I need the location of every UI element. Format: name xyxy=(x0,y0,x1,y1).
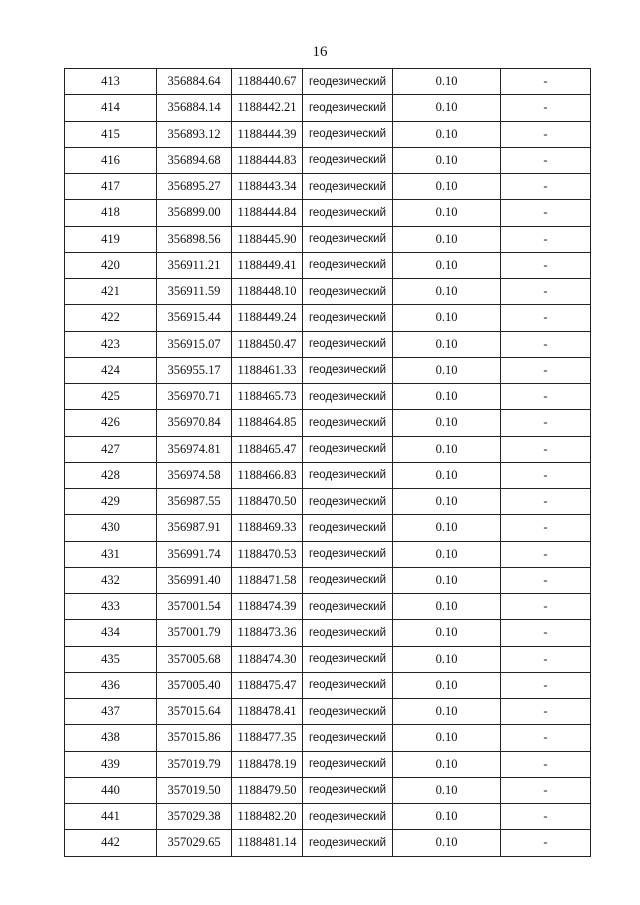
note-cell: - xyxy=(501,541,591,567)
x-coordinate-cell: 356987.55 xyxy=(157,489,232,515)
accuracy-cell: 0.10 xyxy=(393,147,501,173)
table-row xyxy=(65,226,591,252)
table-row xyxy=(65,777,591,803)
x-coordinate-cell: 357019.50 xyxy=(157,777,232,803)
point-number-cell: 439 xyxy=(65,751,157,777)
y-coordinate-cell: 1188482.20 xyxy=(232,804,303,830)
x-coordinate-cell: 357019.79 xyxy=(157,751,232,777)
accuracy-cell: 0.10 xyxy=(393,515,501,541)
accuracy-cell: 0.10 xyxy=(393,699,501,725)
y-coordinate-cell: 1188450.47 xyxy=(232,331,303,357)
y-coordinate-cell: 1188464.85 xyxy=(232,410,303,436)
x-coordinate-cell: 357001.54 xyxy=(157,594,232,620)
x-coordinate-cell: 356898.56 xyxy=(157,226,232,252)
x-coordinate-cell: 356970.71 xyxy=(157,384,232,410)
method-cell: геодезический xyxy=(303,226,393,252)
x-coordinate-cell: 356915.44 xyxy=(157,305,232,331)
y-coordinate-cell: 1188481.14 xyxy=(232,830,303,856)
x-coordinate-cell: 356895.27 xyxy=(157,174,232,200)
accuracy-cell: 0.10 xyxy=(393,331,501,357)
note-cell: - xyxy=(501,699,591,725)
table-body xyxy=(65,69,591,857)
table-row xyxy=(65,489,591,515)
note-cell: - xyxy=(501,174,591,200)
point-number-cell: 436 xyxy=(65,672,157,698)
coordinates-table xyxy=(64,68,591,857)
x-coordinate-cell: 356893.12 xyxy=(157,121,232,147)
point-number-cell: 434 xyxy=(65,620,157,646)
table-row xyxy=(65,725,591,751)
y-coordinate-cell: 1188478.19 xyxy=(232,751,303,777)
accuracy-cell: 0.10 xyxy=(393,620,501,646)
point-number-cell: 440 xyxy=(65,777,157,803)
y-coordinate-cell: 1188470.53 xyxy=(232,541,303,567)
note-cell: - xyxy=(501,357,591,383)
accuracy-cell: 0.10 xyxy=(393,357,501,383)
note-cell: - xyxy=(501,567,591,593)
accuracy-cell: 0.10 xyxy=(393,69,501,95)
note-cell: - xyxy=(501,804,591,830)
note-cell: - xyxy=(501,777,591,803)
x-coordinate-cell: 356915.07 xyxy=(157,331,232,357)
note-cell: - xyxy=(501,672,591,698)
method-cell: геодезический xyxy=(303,699,393,725)
x-coordinate-cell: 357005.40 xyxy=(157,672,232,698)
table-row xyxy=(65,541,591,567)
y-coordinate-cell: 1188471.58 xyxy=(232,567,303,593)
point-number-cell: 441 xyxy=(65,804,157,830)
point-number-cell: 426 xyxy=(65,410,157,436)
table-row xyxy=(65,121,591,147)
point-number-cell: 424 xyxy=(65,357,157,383)
method-cell: геодезический xyxy=(303,384,393,410)
x-coordinate-cell: 356911.59 xyxy=(157,279,232,305)
method-cell: геодезический xyxy=(303,541,393,567)
method-cell: геодезический xyxy=(303,620,393,646)
y-coordinate-cell: 1188478.41 xyxy=(232,699,303,725)
accuracy-cell: 0.10 xyxy=(393,725,501,751)
y-coordinate-cell: 1188474.30 xyxy=(232,646,303,672)
table-row xyxy=(65,69,591,95)
note-cell: - xyxy=(501,489,591,515)
y-coordinate-cell: 1188465.47 xyxy=(232,436,303,462)
table-row xyxy=(65,620,591,646)
table-row xyxy=(65,384,591,410)
note-cell: - xyxy=(501,436,591,462)
accuracy-cell: 0.10 xyxy=(393,121,501,147)
point-number-cell: 415 xyxy=(65,121,157,147)
method-cell: геодезический xyxy=(303,174,393,200)
y-coordinate-cell: 1188470.50 xyxy=(232,489,303,515)
accuracy-cell: 0.10 xyxy=(393,384,501,410)
method-cell: геодезический xyxy=(303,462,393,488)
note-cell: - xyxy=(501,751,591,777)
x-coordinate-cell: 356970.84 xyxy=(157,410,232,436)
table-row xyxy=(65,95,591,121)
table-row xyxy=(65,357,591,383)
accuracy-cell: 0.10 xyxy=(393,200,501,226)
method-cell: геодезический xyxy=(303,594,393,620)
x-coordinate-cell: 357029.38 xyxy=(157,804,232,830)
note-cell: - xyxy=(501,121,591,147)
point-number-cell: 431 xyxy=(65,541,157,567)
method-cell: геодезический xyxy=(303,200,393,226)
accuracy-cell: 0.10 xyxy=(393,804,501,830)
y-coordinate-cell: 1188449.41 xyxy=(232,252,303,278)
x-coordinate-cell: 356974.81 xyxy=(157,436,232,462)
method-cell: геодезический xyxy=(303,279,393,305)
point-number-cell: 423 xyxy=(65,331,157,357)
method-cell: геодезический xyxy=(303,515,393,541)
accuracy-cell: 0.10 xyxy=(393,541,501,567)
y-coordinate-cell: 1188461.33 xyxy=(232,357,303,383)
table-row xyxy=(65,174,591,200)
point-number-cell: 417 xyxy=(65,174,157,200)
accuracy-cell: 0.10 xyxy=(393,672,501,698)
y-coordinate-cell: 1188466.83 xyxy=(232,462,303,488)
table-row xyxy=(65,252,591,278)
accuracy-cell: 0.10 xyxy=(393,462,501,488)
method-cell: геодезический xyxy=(303,830,393,856)
point-number-cell: 419 xyxy=(65,226,157,252)
x-coordinate-cell: 356884.14 xyxy=(157,95,232,121)
x-coordinate-cell: 356894.68 xyxy=(157,147,232,173)
accuracy-cell: 0.10 xyxy=(393,410,501,436)
method-cell: геодезический xyxy=(303,357,393,383)
point-number-cell: 430 xyxy=(65,515,157,541)
accuracy-cell: 0.10 xyxy=(393,646,501,672)
point-number-cell: 425 xyxy=(65,384,157,410)
y-coordinate-cell: 1188443.34 xyxy=(232,174,303,200)
x-coordinate-cell: 356974.58 xyxy=(157,462,232,488)
x-coordinate-cell: 356899.00 xyxy=(157,200,232,226)
method-cell: геодезический xyxy=(303,777,393,803)
method-cell: геодезический xyxy=(303,95,393,121)
method-cell: геодезический xyxy=(303,646,393,672)
x-coordinate-cell: 356884.64 xyxy=(157,69,232,95)
y-coordinate-cell: 1188445.90 xyxy=(232,226,303,252)
note-cell: - xyxy=(501,725,591,751)
method-cell: геодезический xyxy=(303,69,393,95)
note-cell: - xyxy=(501,279,591,305)
accuracy-cell: 0.10 xyxy=(393,436,501,462)
table-row xyxy=(65,646,591,672)
method-cell: геодезический xyxy=(303,804,393,830)
note-cell: - xyxy=(501,594,591,620)
y-coordinate-cell: 1188469.33 xyxy=(232,515,303,541)
point-number-cell: 418 xyxy=(65,200,157,226)
point-number-cell: 438 xyxy=(65,725,157,751)
x-coordinate-cell: 357015.86 xyxy=(157,725,232,751)
y-coordinate-cell: 1188474.39 xyxy=(232,594,303,620)
note-cell: - xyxy=(501,384,591,410)
method-cell: геодезический xyxy=(303,672,393,698)
method-cell: геодезический xyxy=(303,436,393,462)
point-number-cell: 433 xyxy=(65,594,157,620)
point-number-cell: 414 xyxy=(65,95,157,121)
point-number-cell: 422 xyxy=(65,305,157,331)
table-row xyxy=(65,751,591,777)
note-cell: - xyxy=(501,331,591,357)
note-cell: - xyxy=(501,147,591,173)
y-coordinate-cell: 1188475.47 xyxy=(232,672,303,698)
note-cell: - xyxy=(501,462,591,488)
accuracy-cell: 0.10 xyxy=(393,226,501,252)
method-cell: геодезический xyxy=(303,121,393,147)
note-cell: - xyxy=(501,515,591,541)
point-number-cell: 416 xyxy=(65,147,157,173)
table-row xyxy=(65,672,591,698)
y-coordinate-cell: 1188448.10 xyxy=(232,279,303,305)
y-coordinate-cell: 1188442.21 xyxy=(232,95,303,121)
note-cell: - xyxy=(501,646,591,672)
note-cell: - xyxy=(501,620,591,646)
note-cell: - xyxy=(501,95,591,121)
y-coordinate-cell: 1188449.24 xyxy=(232,305,303,331)
point-number-cell: 437 xyxy=(65,699,157,725)
point-number-cell: 435 xyxy=(65,646,157,672)
table-row xyxy=(65,830,591,856)
x-coordinate-cell: 357015.64 xyxy=(157,699,232,725)
x-coordinate-cell: 356911.21 xyxy=(157,252,232,278)
method-cell: геодезический xyxy=(303,489,393,515)
table-row xyxy=(65,279,591,305)
x-coordinate-cell: 357001.79 xyxy=(157,620,232,646)
method-cell: геодезический xyxy=(303,567,393,593)
x-coordinate-cell: 357029.65 xyxy=(157,830,232,856)
accuracy-cell: 0.10 xyxy=(393,174,501,200)
table-row xyxy=(65,305,591,331)
method-cell: геодезический xyxy=(303,305,393,331)
y-coordinate-cell: 1188477.35 xyxy=(232,725,303,751)
table-row xyxy=(65,515,591,541)
y-coordinate-cell: 1188465.73 xyxy=(232,384,303,410)
method-cell: геодезический xyxy=(303,252,393,278)
point-number-cell: 420 xyxy=(65,252,157,278)
x-coordinate-cell: 357005.68 xyxy=(157,646,232,672)
table-row xyxy=(65,699,591,725)
table-row xyxy=(65,594,591,620)
accuracy-cell: 0.10 xyxy=(393,95,501,121)
note-cell: - xyxy=(501,410,591,436)
table-row xyxy=(65,567,591,593)
note-cell: - xyxy=(501,252,591,278)
y-coordinate-cell: 1188444.84 xyxy=(232,200,303,226)
method-cell: геодезический xyxy=(303,725,393,751)
accuracy-cell: 0.10 xyxy=(393,594,501,620)
y-coordinate-cell: 1188479.50 xyxy=(232,777,303,803)
point-number-cell: 442 xyxy=(65,830,157,856)
method-cell: геодезический xyxy=(303,751,393,777)
table-row xyxy=(65,462,591,488)
accuracy-cell: 0.10 xyxy=(393,305,501,331)
accuracy-cell: 0.10 xyxy=(393,252,501,278)
point-number-cell: 427 xyxy=(65,436,157,462)
y-coordinate-cell: 1188473.36 xyxy=(232,620,303,646)
page-number: 16 xyxy=(312,44,328,60)
table-row xyxy=(65,331,591,357)
accuracy-cell: 0.10 xyxy=(393,489,501,515)
accuracy-cell: 0.10 xyxy=(393,830,501,856)
table-row xyxy=(65,410,591,436)
note-cell: - xyxy=(501,200,591,226)
table-row xyxy=(65,200,591,226)
accuracy-cell: 0.10 xyxy=(393,777,501,803)
y-coordinate-cell: 1188440.67 xyxy=(232,69,303,95)
accuracy-cell: 0.10 xyxy=(393,567,501,593)
point-number-cell: 432 xyxy=(65,567,157,593)
point-number-cell: 413 xyxy=(65,69,157,95)
accuracy-cell: 0.10 xyxy=(393,751,501,777)
point-number-cell: 429 xyxy=(65,489,157,515)
note-cell: - xyxy=(501,830,591,856)
table-row xyxy=(65,804,591,830)
table-row xyxy=(65,147,591,173)
note-cell: - xyxy=(501,305,591,331)
x-coordinate-cell: 356991.74 xyxy=(157,541,232,567)
table-row xyxy=(65,436,591,462)
point-number-cell: 428 xyxy=(65,462,157,488)
method-cell: геодезический xyxy=(303,331,393,357)
y-coordinate-cell: 1188444.83 xyxy=(232,147,303,173)
point-number-cell: 421 xyxy=(65,279,157,305)
note-cell: - xyxy=(501,226,591,252)
accuracy-cell: 0.10 xyxy=(393,279,501,305)
x-coordinate-cell: 356955.17 xyxy=(157,357,232,383)
method-cell: геодезический xyxy=(303,147,393,173)
y-coordinate-cell: 1188444.39 xyxy=(232,121,303,147)
x-coordinate-cell: 356991.40 xyxy=(157,567,232,593)
method-cell: геодезический xyxy=(303,410,393,436)
note-cell: - xyxy=(501,69,591,95)
x-coordinate-cell: 356987.91 xyxy=(157,515,232,541)
